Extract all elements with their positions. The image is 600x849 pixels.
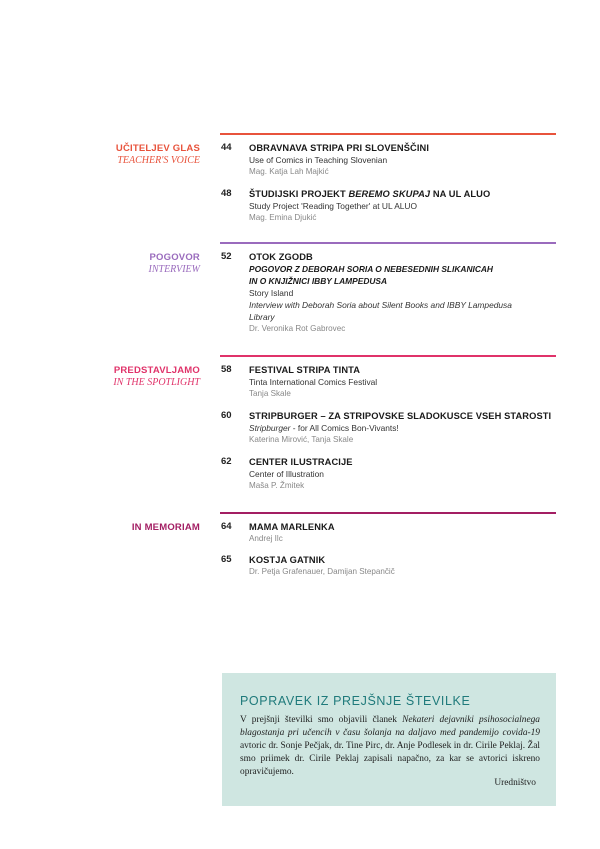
page-number: 48 <box>221 188 232 199</box>
section-rule <box>220 355 556 357</box>
entry-title: STRIPBURGER – ZA STRIPOVSKE SLADOKUSCE VSEH STAROSTI <box>249 411 552 421</box>
section-subtitle: IN THE SPOTLIGHT <box>113 377 200 388</box>
page-number: 64 <box>221 521 232 532</box>
entry-subtitle: Tinta International Comics Festival <box>249 377 378 387</box>
entry-subtitle-italic: Library <box>249 312 275 322</box>
section-heading <box>149 252 200 276</box>
correction-signature: Uredništvo <box>494 778 536 788</box>
section-heading <box>132 522 200 534</box>
entry-subtitle-bold: IN O KNJIŽNICI IBBY LAMPEDUSA <box>249 276 388 286</box>
page-number: 60 <box>221 410 232 421</box>
toc-entry[interactable] <box>221 188 551 228</box>
section-title: PREDSTAVLJAMO <box>113 365 200 376</box>
entry-title: CENTER ILUSTRACIJE <box>249 457 353 467</box>
section-rule <box>220 133 556 135</box>
entry-author: Andrej Ilc <box>249 534 283 543</box>
entry-title: OTOK ZGODB <box>249 252 313 262</box>
page-number: 62 <box>221 456 232 467</box>
section-heading <box>113 365 200 389</box>
section-title: UČITELJEV GLAS <box>115 143 200 154</box>
entry-author: Katerina Mirović, Tanja Skale <box>249 435 354 444</box>
section-rule <box>220 242 556 244</box>
entry-author: Mag. Emina Djukić <box>249 213 317 222</box>
correction-box <box>222 673 556 806</box>
correction-title: POPRAVEK IZ PREJŠNJE ŠTEVILKE <box>240 694 471 708</box>
toc-entry[interactable] <box>221 364 551 404</box>
toc-entry[interactable] <box>221 142 551 182</box>
page-number: 58 <box>221 364 232 375</box>
entry-subtitle: Use of Comics in Teaching Slovenian <box>249 155 388 165</box>
entry-subtitle-italic: Interview with Deborah Soria about Silent Books and IBBY Lampedusa <box>249 300 512 310</box>
toc-entry[interactable] <box>221 521 551 549</box>
entry-subtitle: Stripburger - for All Comics Bon-Vivants! <box>249 423 399 433</box>
section-subtitle: INTERVIEW <box>148 264 200 275</box>
entry-author: Mag. Katja Lah Majkić <box>249 167 329 176</box>
entry-title: OBRAVNAVA STRIPA PRI SLOVENŠČINI <box>249 143 430 153</box>
page-number: 44 <box>221 142 232 153</box>
toc-entry[interactable] <box>221 456 551 496</box>
entry-subtitle: Center of Illustration <box>249 469 324 479</box>
entry-subtitle: Study Project 'Reading Together' at UL ALUO <box>249 201 417 211</box>
section-rule <box>220 512 556 514</box>
entry-author: Maša P. Žmitek <box>249 481 305 490</box>
page-number: 52 <box>221 251 232 262</box>
entry-title: KOSTJA GATNIK <box>249 555 326 565</box>
entry-subtitle: Story Island <box>249 288 294 298</box>
entry-author: Tanja Skale <box>249 389 291 398</box>
page-number: 65 <box>221 554 232 565</box>
entry-title: FESTIVAL STRIPA TINTA <box>249 365 361 375</box>
toc-entry[interactable] <box>221 251 551 347</box>
entry-author: Dr. Petja Grafenauer, Damijan Stepančič <box>249 567 395 576</box>
entry-title: MAMA MARLENKA <box>249 522 335 532</box>
entry-author: Dr. Veronika Rot Gabrovec <box>249 324 346 333</box>
entry-subtitle-bold: POGOVOR Z DEBORAH SORIA O NEBESEDNIH SLIKANICAH <box>249 264 493 274</box>
correction-text: V prejšnji številki smo objavili članek Nekateri dejavniki psihosocialnega blagostanja pri učencih v času šolanja na daljavo med pandemijo covida-19 avtoric dr. Sonje Pečjak, dr. Tine Pirc, dr. Anje Podlesek in dr. Cirile Peklaj. Žal smo priimek dr. Cirile Peklaj zapisali napačno, za kar se avtorici iskreno opravičujemo. <box>240 715 540 777</box>
entry-title: ŠTUDIJSKI PROJEKT BEREMO SKUPAJ NA UL ALUO <box>249 189 491 199</box>
section-subtitle: TEACHER'S VOICE <box>117 155 200 166</box>
toc-entry[interactable] <box>221 554 551 582</box>
section-title: POGOVOR <box>149 252 200 263</box>
toc-entry[interactable] <box>221 410 551 450</box>
section-title: IN MEMORIAM <box>131 522 200 533</box>
section-heading <box>116 143 200 167</box>
